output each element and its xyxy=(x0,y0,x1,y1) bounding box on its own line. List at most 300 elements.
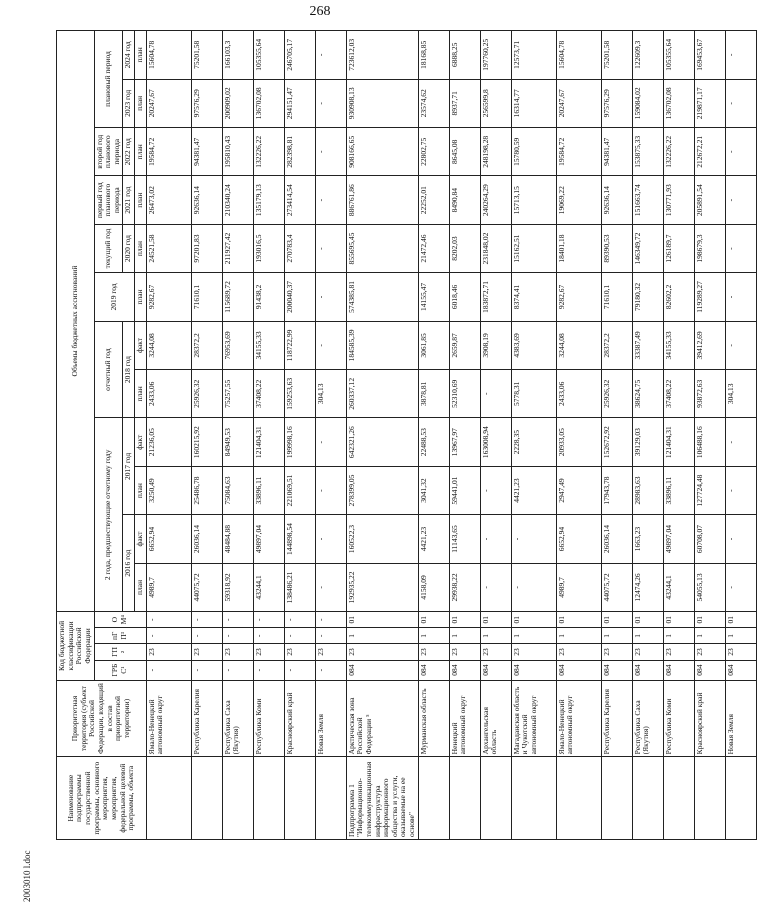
table-row xyxy=(146,31,191,840)
cell-gp: 23 xyxy=(346,644,418,660)
cell-amount: 122609,3 xyxy=(632,31,663,80)
cell-amount: - xyxy=(725,176,756,224)
cell-gp: 23 xyxy=(449,644,480,660)
cell-amount: 231848,02 xyxy=(480,224,511,272)
cell-amount: 28372,2 xyxy=(601,321,632,369)
cell-program-name xyxy=(480,757,511,840)
cell-territory: Новая Земля xyxy=(725,680,756,757)
cell-amount: 26036,14 xyxy=(601,515,632,563)
cell-amount: 26036,14 xyxy=(191,515,222,563)
cell-amount: 4989,7 xyxy=(146,563,191,611)
cell-om: 01 xyxy=(418,612,449,628)
cell-amount: 160522,3 xyxy=(346,515,418,563)
table-row xyxy=(315,31,346,840)
header-plan: план xyxy=(135,128,147,176)
cell-gp: 23 xyxy=(694,644,725,660)
cell-om: 01 xyxy=(632,612,663,628)
cell-territory: Республика Карелия xyxy=(191,680,222,757)
cell-amount: 205891,54 xyxy=(694,176,725,224)
cell-amount: 159084,02 xyxy=(632,79,663,127)
header-two-years-prior: 2 года, предшествующие отчетному году xyxy=(94,418,123,612)
table-row xyxy=(601,31,632,840)
cell-amount: 44075,72 xyxy=(601,563,632,611)
cell-amount: 20247,67 xyxy=(556,79,601,127)
table-row xyxy=(449,31,480,840)
cell-amount: 91438,2 xyxy=(253,273,284,321)
cell-amount: 79180,32 xyxy=(632,273,663,321)
cell-grbs: 084 xyxy=(632,660,663,680)
cell-amount: 270783,4 xyxy=(284,224,315,272)
cell-program-name xyxy=(222,757,253,840)
cell-amount: 92636,14 xyxy=(601,176,632,224)
cell-amount: 144898,54 xyxy=(284,515,315,563)
cell-amount: 9282,67 xyxy=(146,273,191,321)
cell-program-name xyxy=(146,757,191,840)
cell-amount: 6018,46 xyxy=(449,273,480,321)
header-2018: 2018 год xyxy=(123,321,135,418)
header-2019: 2019 год xyxy=(94,273,135,321)
cell-amount: 97576,29 xyxy=(191,79,222,127)
cell-amount: 59318,92 xyxy=(222,563,253,611)
cell-program-name xyxy=(449,757,480,840)
cell-gp: 23 xyxy=(725,644,756,660)
cell-amount: 19584,72 xyxy=(556,128,601,176)
table-row xyxy=(284,31,315,840)
header-2023: 2023 год xyxy=(123,79,135,127)
cell-territory: Республика Саха (Якутия) xyxy=(222,680,253,757)
cell-gp: 23 xyxy=(511,644,556,660)
cell-amount: 240264,29 xyxy=(480,176,511,224)
table-row xyxy=(480,31,511,840)
cell-amount: 44075,72 xyxy=(191,563,222,611)
cell-amount: 8374,41 xyxy=(511,273,556,321)
cell-amount: 37408,22 xyxy=(253,370,284,418)
header-plan: план xyxy=(135,466,147,514)
table-row xyxy=(632,31,663,840)
cell-amount: 3908,19 xyxy=(480,321,511,369)
cell-amount: 82602,2 xyxy=(663,273,694,321)
cell-amount: 273414,54 xyxy=(284,176,315,224)
cell-amount: 105355,64 xyxy=(663,31,694,80)
cell-amount: 84949,53 xyxy=(222,418,253,466)
cell-pgp: 1 xyxy=(725,628,756,644)
table-row xyxy=(418,31,449,840)
cell-grbs: 084 xyxy=(694,660,725,680)
header-first-plan-year: первый год планового периода xyxy=(94,176,123,224)
cell-territory: Мурманская область xyxy=(418,680,449,757)
cell-grbs: - xyxy=(253,660,284,680)
cell-amount: 94381,47 xyxy=(601,128,632,176)
cell-amount: - xyxy=(315,515,346,563)
cell-grbs: - xyxy=(222,660,253,680)
header-plan: план xyxy=(135,224,147,272)
cell-territory: Ненецкий автономный округ xyxy=(449,680,480,757)
cell-territory: Республика Коми xyxy=(253,680,284,757)
cell-gp: 23 xyxy=(253,644,284,660)
cell-pgp: 1 xyxy=(601,628,632,644)
cell-amount: 15713,15 xyxy=(511,176,556,224)
cell-amount: 14155,47 xyxy=(418,273,449,321)
cell-amount: 22252,01 xyxy=(418,176,449,224)
cell-amount: 121404,31 xyxy=(663,418,694,466)
cell-amount: 12474,26 xyxy=(632,563,663,611)
cell-amount: 166103,3 xyxy=(222,31,253,80)
cell-grbs: 084 xyxy=(663,660,694,680)
cell-amount: 3244,08 xyxy=(556,321,601,369)
cell-amount: 4421,23 xyxy=(511,466,556,514)
cell-amount: 49897,04 xyxy=(253,515,284,563)
cell-amount: 34155,33 xyxy=(253,321,284,369)
cell-amount: - xyxy=(480,563,511,611)
cell-amount: 75084,63 xyxy=(222,466,253,514)
cell-gp: 23 xyxy=(601,644,632,660)
header-plan: план xyxy=(135,273,147,321)
cell-amount: 3061,85 xyxy=(418,321,449,369)
cell-amount: 15604,78 xyxy=(556,31,601,80)
cell-gp: 23 xyxy=(556,644,601,660)
cell-amount: 127724,48 xyxy=(694,466,725,514)
cell-pgp: 1 xyxy=(449,628,480,644)
cell-gp: 23 xyxy=(222,644,253,660)
cell-program-name: Подпрограмма 1 "Информационно-телекоммуникационная инфраструктура информационного общества и услуги, оказываемые на ее основе" xyxy=(346,757,418,840)
cell-om: - xyxy=(315,612,346,628)
cell-territory: Красноярский край xyxy=(284,680,315,757)
cell-program-name xyxy=(601,757,632,840)
header-code-group: Код бюджетной классификации Российской Федерации xyxy=(57,612,95,681)
cell-amount: 34155,33 xyxy=(663,321,694,369)
cell-amount: - xyxy=(480,466,511,514)
cell-amount: 3041,32 xyxy=(418,466,449,514)
cell-grbs: - xyxy=(284,660,315,680)
cell-amount: 97201,83 xyxy=(191,224,222,272)
cell-amount: 15780,59 xyxy=(511,128,556,176)
cell-territory: Магаданская область и Чукотский автономный округ xyxy=(511,680,556,757)
cell-program-name xyxy=(191,757,222,840)
cell-om: - xyxy=(253,612,284,628)
cell-amount: - xyxy=(725,515,756,563)
cell-amount: 28372,2 xyxy=(191,321,222,369)
cell-amount: 6652,94 xyxy=(146,515,191,563)
cell-pgp: - xyxy=(284,628,315,644)
cell-program-name xyxy=(284,757,315,840)
cell-amount: - xyxy=(511,515,556,563)
cell-program-name xyxy=(253,757,284,840)
cell-amount: 13967,97 xyxy=(449,418,480,466)
cell-amount: 22802,75 xyxy=(418,128,449,176)
cell-amount: 294151,47 xyxy=(284,79,315,127)
cell-amount: 94381,47 xyxy=(191,128,222,176)
cell-amount: 1663,23 xyxy=(632,515,663,563)
cell-amount: 25926,32 xyxy=(191,370,222,418)
cell-amount: 159253,63 xyxy=(284,370,315,418)
cell-amount: - xyxy=(725,273,756,321)
cell-om: - xyxy=(191,612,222,628)
cell-territory: Архангельская область xyxy=(480,680,511,757)
cell-amount: 136702,08 xyxy=(253,79,284,127)
cell-amount: 132226,22 xyxy=(253,128,284,176)
cell-amount: - xyxy=(315,273,346,321)
cell-amount: 248198,28 xyxy=(480,128,511,176)
cell-pgp: 1 xyxy=(632,628,663,644)
header-fact: факт xyxy=(135,321,147,369)
cell-amount: 48484,88 xyxy=(222,515,253,563)
cell-program-name xyxy=(556,757,601,840)
cell-amount: - xyxy=(315,128,346,176)
cell-amount: - xyxy=(725,418,756,466)
cell-amount: - xyxy=(725,31,756,80)
cell-amount: 198679,3 xyxy=(694,224,725,272)
cell-grbs: - xyxy=(191,660,222,680)
header-om: ОМ⁴ xyxy=(94,612,146,628)
cell-amount: 221069,51 xyxy=(284,466,315,514)
cell-amount: 152672,92 xyxy=(601,418,632,466)
table-row xyxy=(346,31,418,840)
cell-amount: 75201,58 xyxy=(191,31,222,80)
cell-gp: 23 xyxy=(418,644,449,660)
cell-amount: - xyxy=(315,224,346,272)
cell-amount: 19069,22 xyxy=(556,176,601,224)
table-body xyxy=(146,31,756,840)
cell-amount: 75201,58 xyxy=(601,31,632,80)
cell-amount: - xyxy=(315,321,346,369)
header-2016: 2016 год xyxy=(123,515,135,612)
cell-amount: - xyxy=(725,466,756,514)
cell-amount: 71610,1 xyxy=(191,273,222,321)
cell-amount: 15604,78 xyxy=(146,31,191,80)
cell-amount: 574385,81 xyxy=(346,273,418,321)
cell-amount: - xyxy=(725,321,756,369)
cell-amount: 138486,21 xyxy=(284,563,315,611)
cell-amount: - xyxy=(511,563,556,611)
cell-amount: 38624,75 xyxy=(632,370,663,418)
cell-amount: 29938,22 xyxy=(449,563,480,611)
cell-pgp: 1 xyxy=(511,628,556,644)
header-2024: 2024 год xyxy=(123,31,135,80)
rotated-table-frame xyxy=(56,30,735,840)
cell-program-name xyxy=(663,757,694,840)
header-fact: факт xyxy=(135,515,147,563)
cell-amount: 11143,65 xyxy=(449,515,480,563)
cell-amount: 6652,94 xyxy=(556,515,601,563)
cell-amount: 33896,11 xyxy=(253,466,284,514)
cell-territory: Ямало-Ненецкий автономный округ xyxy=(556,680,601,757)
cell-amount: 18401,18 xyxy=(556,224,601,272)
cell-territory: Республика Карелия xyxy=(601,680,632,757)
cell-amount: - xyxy=(315,176,346,224)
cell-om: 01 xyxy=(511,612,556,628)
cell-amount: - xyxy=(315,31,346,80)
cell-amount: 54055,13 xyxy=(694,563,725,611)
cell-amount: 21472,46 xyxy=(418,224,449,272)
cell-amount: 5778,31 xyxy=(511,370,556,418)
header-2022: 2022 год xyxy=(123,128,135,176)
cell-pgp: 1 xyxy=(346,628,418,644)
cell-amount: 212672,21 xyxy=(694,128,725,176)
cell-amount: - xyxy=(725,563,756,611)
header-second-plan-year: второй год планового периода xyxy=(94,128,123,176)
cell-program-name xyxy=(315,757,346,840)
cell-om: - xyxy=(222,612,253,628)
table-row xyxy=(511,31,556,840)
cell-pgp: 1 xyxy=(418,628,449,644)
cell-amount: - xyxy=(315,79,346,127)
cell-om: - xyxy=(146,612,191,628)
cell-amount: 37408,22 xyxy=(663,370,694,418)
header-territory: Приоритетная территория (субъект Российской Федерации, входящий в состав приоритетной территории) xyxy=(57,680,147,757)
cell-om: - xyxy=(284,612,315,628)
cell-amount: 278399,05 xyxy=(346,466,418,514)
cell-grbs: - xyxy=(146,660,191,680)
cell-territory: Ямало-Ненецкий автономный округ xyxy=(146,680,191,757)
cell-gp: 23 xyxy=(663,644,694,660)
cell-amount: 60708,07 xyxy=(694,515,725,563)
cell-amount: 246705,17 xyxy=(284,31,315,80)
cell-amount: 184585,39 xyxy=(346,321,418,369)
cell-amount: 15162,51 xyxy=(511,224,556,272)
cell-amount: 135179,13 xyxy=(253,176,284,224)
cell-grbs: - xyxy=(315,660,346,680)
cell-amount: 105355,64 xyxy=(253,31,284,80)
cell-amount: 23574,62 xyxy=(418,79,449,127)
cell-amount: 723612,03 xyxy=(346,31,418,80)
header-name: Наименование подпрограммы государственной программы, основного мероприятия, мероприятия, федеральной целевой программы, объекта xyxy=(57,757,147,840)
cell-amount: 126189,7 xyxy=(663,224,694,272)
cell-amount: - xyxy=(480,515,511,563)
cell-amount: 169453,67 xyxy=(694,31,725,80)
cell-amount: 16314,77 xyxy=(511,79,556,127)
cell-amount: 256599,8 xyxy=(480,79,511,127)
cell-amount: 2947,49 xyxy=(556,466,601,514)
cell-amount: 39129,03 xyxy=(632,418,663,466)
cell-amount: 8645,08 xyxy=(449,128,480,176)
cell-amount: 17943,78 xyxy=(601,466,632,514)
cell-amount: 49897,04 xyxy=(663,515,694,563)
cell-amount: 130771,93 xyxy=(663,176,694,224)
cell-amount: 39412,69 xyxy=(694,321,725,369)
cell-amount: 886761,86 xyxy=(346,176,418,224)
header-pgp: пГП³ xyxy=(94,628,146,644)
cell-amount: 20933,05 xyxy=(556,418,601,466)
cell-om: 01 xyxy=(556,612,601,628)
cell-amount: 200040,37 xyxy=(284,273,315,321)
cell-amount: - xyxy=(315,563,346,611)
header-plan: план xyxy=(135,563,147,611)
cell-grbs: 084 xyxy=(556,660,601,680)
cell-amount: 8202,03 xyxy=(449,224,480,272)
cell-amount: 115689,72 xyxy=(222,273,253,321)
cell-amount: - xyxy=(315,418,346,466)
cell-amount: 183872,71 xyxy=(480,273,511,321)
cell-om: 01 xyxy=(449,612,480,628)
cell-territory: Республика Саха (Якутия) xyxy=(632,680,663,757)
cell-amount: 2433,06 xyxy=(146,370,191,418)
cell-amount: 193016,5 xyxy=(253,224,284,272)
cell-gp: 23 xyxy=(191,644,222,660)
cell-pgp: 1 xyxy=(663,628,694,644)
table-row xyxy=(253,31,284,840)
cell-grbs: 084 xyxy=(601,660,632,680)
cell-amount: - xyxy=(725,224,756,272)
header-gp: ГП² xyxy=(94,644,146,660)
document-filename-text: 2003010 l.doc xyxy=(22,850,32,902)
header-plan-period: плановый период xyxy=(94,31,123,128)
cell-amount: 33387,49 xyxy=(632,321,663,369)
cell-amount: 12573,71 xyxy=(511,31,556,80)
cell-amount: 3244,08 xyxy=(146,321,191,369)
header-volumes: Объемы бюджетных ассигнований xyxy=(57,31,95,612)
cell-grbs: 084 xyxy=(725,660,756,680)
cell-program-name xyxy=(725,757,756,840)
cell-program-name xyxy=(694,757,725,840)
cell-amount: 22488,53 xyxy=(418,418,449,466)
header-plan: план xyxy=(135,176,147,224)
cell-om: 01 xyxy=(601,612,632,628)
cell-amount: 121404,31 xyxy=(253,418,284,466)
cell-amount: 3878,81 xyxy=(418,370,449,418)
cell-amount: 304,13 xyxy=(315,370,346,418)
cell-amount: 25486,78 xyxy=(191,466,222,514)
cell-amount: 163008,94 xyxy=(480,418,511,466)
cell-amount: 642321,26 xyxy=(346,418,418,466)
cell-amount: 199998,16 xyxy=(284,418,315,466)
cell-grbs: 084 xyxy=(480,660,511,680)
table-row xyxy=(694,31,725,840)
table-row xyxy=(556,31,601,840)
cell-amount: 118722,99 xyxy=(284,321,315,369)
table-row xyxy=(222,31,253,840)
cell-amount: 71610,1 xyxy=(601,273,632,321)
header-plan: план xyxy=(135,370,147,418)
cell-amount: 219871,17 xyxy=(694,79,725,127)
header-grbs: ГРБС¹ xyxy=(94,660,146,680)
cell-amount: 304,13 xyxy=(725,370,756,418)
cell-amount: 160215,92 xyxy=(191,418,222,466)
header-2017: 2017 год xyxy=(123,418,135,515)
cell-pgp: 1 xyxy=(480,628,511,644)
cell-amount: 93872,63 xyxy=(694,370,725,418)
cell-amount: 132226,22 xyxy=(663,128,694,176)
header-plan: план xyxy=(135,79,147,127)
cell-amount: 89390,53 xyxy=(601,224,632,272)
cell-amount: 3250,49 xyxy=(146,466,191,514)
cell-amount: 4421,23 xyxy=(418,515,449,563)
cell-amount: 24521,58 xyxy=(146,224,191,272)
cell-amount: 260337,12 xyxy=(346,370,418,418)
cell-territory: Новая Земля xyxy=(315,680,346,757)
cell-amount: 76953,69 xyxy=(222,321,253,369)
cell-amount: 136702,08 xyxy=(663,79,694,127)
cell-amount: 282398,81 xyxy=(284,128,315,176)
cell-amount: 151663,74 xyxy=(632,176,663,224)
cell-territory: Республика Коми xyxy=(663,680,694,757)
rotated-table-canvas xyxy=(56,30,735,840)
cell-pgp: 1 xyxy=(556,628,601,644)
page-number: 268 xyxy=(309,4,331,19)
cell-gp: 23 xyxy=(632,644,663,660)
cell-amount: - xyxy=(725,79,756,127)
header-current-year: текущий год xyxy=(94,224,123,272)
cell-grbs: 084 xyxy=(346,660,418,680)
cell-pgp: - xyxy=(315,628,346,644)
cell-amount: 192935,22 xyxy=(346,563,418,611)
table-row xyxy=(663,31,694,840)
cell-amount: - xyxy=(315,466,346,514)
cell-om: 01 xyxy=(663,612,694,628)
cell-amount: 8490,84 xyxy=(449,176,480,224)
cell-territory: Арктическая зона Российской Федерации ⁵ xyxy=(346,680,418,757)
cell-om: 01 xyxy=(346,612,418,628)
cell-amount: 4158,09 xyxy=(418,563,449,611)
